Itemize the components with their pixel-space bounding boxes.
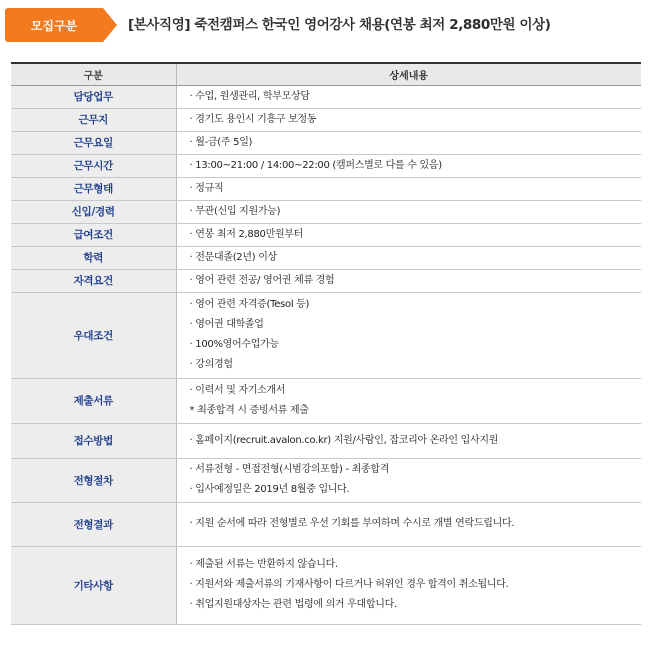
recruit-category-tag: 모집구분 xyxy=(5,8,103,42)
column-header-detail: 상세내용 xyxy=(176,63,641,85)
table-header-row xyxy=(11,63,641,85)
row-label: 급여조건 xyxy=(11,223,176,246)
detail-line: · 월-금(주 5일) xyxy=(189,136,253,148)
row-detail xyxy=(176,223,641,246)
row-label: 전형절차 xyxy=(11,458,176,502)
row-label: 접수방법 xyxy=(11,423,176,458)
row-detail xyxy=(176,546,641,624)
table-row xyxy=(11,223,641,246)
table-row xyxy=(11,378,641,423)
detail-line: · 경기도 용인시 기흥구 보정동 xyxy=(189,113,317,125)
column-header-category: 구분 xyxy=(11,63,176,85)
row-label: 전형결과 xyxy=(11,502,176,546)
detail-line: · 서류전형 - 면접전형(시범강의포함) - 최종합격 xyxy=(189,464,390,475)
row-detail xyxy=(176,458,641,502)
row-detail xyxy=(176,200,641,223)
row-label: 근무형태 xyxy=(11,177,176,200)
header xyxy=(0,8,652,42)
row-label: 제출서류 xyxy=(11,378,176,423)
row-detail xyxy=(176,108,641,131)
row-detail xyxy=(176,154,641,177)
detail-line: · 입사예정일은 2019년 8월중 입니다. xyxy=(189,484,350,495)
row-detail xyxy=(176,292,641,378)
detail-line: · 지원 순서에 따라 전형별로 우선 기회를 부여하며 수시로 개별 연락드립니다. xyxy=(189,518,515,529)
row-label: 학력 xyxy=(11,246,176,269)
row-label: 신입/경력 xyxy=(11,200,176,223)
job-info-table xyxy=(11,62,641,625)
table-row xyxy=(11,292,641,378)
detail-line: · 100%영어수업가능 xyxy=(189,339,279,350)
detail-line: * 최종합격 시 증빙서류 제출 xyxy=(189,404,309,416)
row-label: 우대조건 xyxy=(11,292,176,378)
row-label: 기타사항 xyxy=(11,546,176,624)
row-detail xyxy=(176,269,641,292)
row-detail xyxy=(176,423,641,458)
table-row xyxy=(11,423,641,458)
row-detail xyxy=(176,131,641,154)
table-row xyxy=(11,546,641,624)
detail-line: · 13:00~21:00 / 14:00~22:00 (캠퍼스별로 다를 수 있음) xyxy=(189,159,442,171)
row-label: 근무지 xyxy=(11,108,176,131)
table-row xyxy=(11,246,641,269)
page-title: [본사직영] 죽전캠퍼스 한국인 영어강사 채용(연봉 최저 2,880만원 이상) xyxy=(128,17,551,33)
detail-line: · 제출된 서류는 반환하지 않습니다. xyxy=(189,559,338,570)
detail-line: · 무관(신입 지원가능) xyxy=(189,205,281,217)
table-row xyxy=(11,269,641,292)
row-detail xyxy=(176,177,641,200)
detail-line: · 홈페이지(recruit.avalon.co.kr) 지원/사람인, 잡코리아 온라인 입사지원 xyxy=(189,434,499,446)
detail-line: · 영어 관련 자격증(Tesol 등) xyxy=(189,299,310,310)
table-row xyxy=(11,131,641,154)
detail-line: · 영어권 대학졸업 xyxy=(189,319,264,330)
row-detail xyxy=(176,85,641,108)
row-detail xyxy=(176,246,641,269)
table-row xyxy=(11,458,641,502)
detail-line: · 수업, 원생관리, 학부모상담 xyxy=(189,90,310,102)
detail-line: · 지원서와 제출서류의 기재사항이 다르거나 허위인 경우 합격이 취소됩니다. xyxy=(189,579,509,590)
detail-line: · 취업지원대상자는 관련 법령에 의거 우대합니다. xyxy=(189,599,397,610)
row-detail xyxy=(176,378,641,423)
table-row xyxy=(11,108,641,131)
detail-line: · 전문대졸(2년) 이상 xyxy=(189,251,277,263)
detail-line: · 이력서 및 자기소개서 xyxy=(189,384,286,396)
table-row xyxy=(11,502,641,546)
table-row xyxy=(11,177,641,200)
table-row xyxy=(11,200,641,223)
row-label: 근무요일 xyxy=(11,131,176,154)
row-label: 담당업무 xyxy=(11,85,176,108)
row-detail xyxy=(176,502,641,546)
table-row xyxy=(11,154,641,177)
detail-line: · 강의경험 xyxy=(189,359,233,370)
table-row xyxy=(11,85,641,108)
detail-line: · 영어 관련 전공/ 영어권 체류 경험 xyxy=(189,274,335,286)
row-label: 자격요건 xyxy=(11,269,176,292)
detail-line: · 정규직 xyxy=(189,182,224,194)
detail-line: · 연봉 최저 2,880만원부터 xyxy=(189,228,304,240)
row-label: 근무시간 xyxy=(11,154,176,177)
